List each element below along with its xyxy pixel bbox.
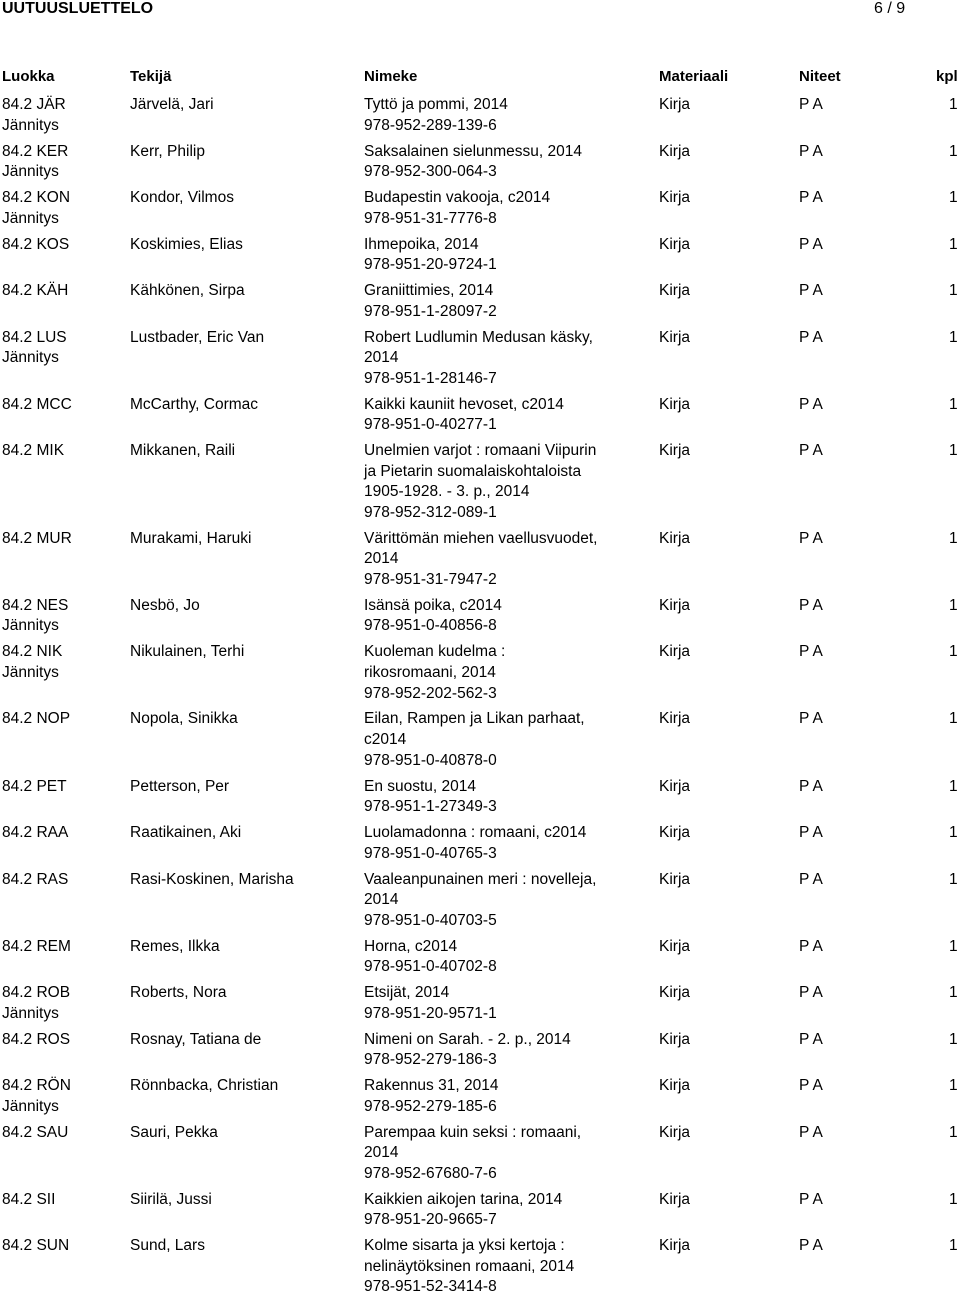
table-row <box>0 1190 960 1237</box>
class-code <box>2 441 127 462</box>
notes: P A <box>799 235 823 253</box>
table-row <box>0 983 960 1030</box>
title-isbn-line: Etsijät, 2014 <box>364 984 450 1002</box>
title-isbn-line: Kolme sisarta ja yksi kertoja : <box>364 1237 565 1255</box>
notes: P A <box>799 96 823 113</box>
col-author: Tekijä <box>130 68 172 85</box>
class-code-line: 84.2 REM <box>2 937 71 955</box>
count: 1 <box>949 984 958 1002</box>
catalog-list <box>0 95 960 1303</box>
count: 1 <box>949 596 958 614</box>
class-code-line: 84.2 NOP <box>2 710 71 728</box>
notes: P A <box>799 1077 823 1095</box>
class-code <box>2 823 127 844</box>
title-isbn <box>364 870 652 932</box>
title-isbn <box>364 328 652 390</box>
count: 1 <box>949 142 958 160</box>
title-isbn-line: Graniittimies, 2014 <box>364 282 494 299</box>
class-code <box>2 983 127 1024</box>
title-isbn-line: Parempaa kuin seksi : romaani, <box>364 1123 582 1141</box>
title-isbn <box>364 823 652 864</box>
table-row <box>0 1030 960 1077</box>
title-isbn <box>364 235 652 276</box>
author: Sauri, Pekka <box>130 1123 218 1141</box>
title-isbn-line: 978-951-1-28097-2 <box>364 302 497 320</box>
title-isbn-line: 978-951-0-40702-8 <box>364 958 497 976</box>
title-isbn <box>364 95 652 136</box>
class-code <box>2 642 127 683</box>
author: Nikulainen, Terhi <box>130 643 245 661</box>
title-isbn <box>364 709 652 771</box>
class-code-line: 84.2 KOS <box>2 235 70 253</box>
title-isbn-line: 2014 <box>364 1144 399 1162</box>
class-code <box>2 188 127 229</box>
material: Kirja <box>659 529 691 547</box>
author: Sund, Lars <box>130 1237 205 1255</box>
class-code-line: 84.2 MUR <box>2 529 72 547</box>
class-code-line: 84.2 KÄH <box>2 282 69 299</box>
title-isbn-line: rikosromaani, 2014 <box>364 663 496 681</box>
count: 1 <box>949 1077 958 1095</box>
notes: P A <box>799 937 823 955</box>
material: Kirja <box>659 142 691 160</box>
title-isbn-line: 978-951-0-40856-8 <box>364 617 497 635</box>
author: Remes, Ilkka <box>130 937 220 955</box>
class-code <box>2 95 127 136</box>
class-code <box>2 1030 127 1051</box>
material: Kirja <box>659 96 691 113</box>
table-row <box>0 823 960 870</box>
col-material: Materiaali <box>659 68 729 85</box>
count: 1 <box>949 1123 958 1141</box>
title-isbn <box>364 1076 652 1117</box>
title-isbn-line: Budapestin vakooja, c2014 <box>364 189 551 206</box>
title-isbn-line: 978-951-1-28146-7 <box>364 369 497 387</box>
title-isbn-line: Luolamadonna : romaani, c2014 <box>364 824 587 842</box>
count: 1 <box>949 328 958 346</box>
notes: P A <box>799 189 823 206</box>
class-code-line: 84.2 NES <box>2 596 69 614</box>
count: 1 <box>949 189 958 206</box>
title-isbn-line: 978-951-0-40765-3 <box>364 844 497 862</box>
material: Kirja <box>659 984 691 1002</box>
title-isbn <box>364 777 652 818</box>
page-number: 6 / 9 <box>874 0 906 17</box>
count: 1 <box>949 870 958 888</box>
title-isbn-line: Ihmepoika, 2014 <box>364 235 479 253</box>
count: 1 <box>949 235 958 253</box>
class-code-line: Jännitys <box>2 116 59 134</box>
class-code-line: 84.2 RAS <box>2 870 69 888</box>
table-row <box>0 281 960 328</box>
notes: P A <box>799 824 823 842</box>
title-isbn-line: Kuoleman kudelma : <box>364 643 506 661</box>
notes: P A <box>799 870 823 888</box>
author: Roberts, Nora <box>130 984 227 1002</box>
table-row <box>0 441 960 529</box>
title-isbn-line: 978-951-1-27349-3 <box>364 798 497 816</box>
material: Kirja <box>659 442 691 460</box>
title-isbn <box>364 1123 652 1185</box>
author: Järvelä, Jari <box>130 96 214 113</box>
title-isbn-line: Värittömän miehen vaellusvuodet, <box>364 529 598 547</box>
count: 1 <box>949 824 958 842</box>
material: Kirja <box>659 328 691 346</box>
material: Kirja <box>659 189 691 206</box>
class-code-line: 84.2 RÖN <box>2 1077 71 1095</box>
class-code <box>2 870 127 891</box>
class-code-line: 84.2 KER <box>2 142 69 160</box>
title-isbn-line: 978-952-289-139-6 <box>364 116 497 134</box>
title-isbn-line: En suostu, 2014 <box>364 777 477 795</box>
title-isbn-line: 978-951-31-7776-8 <box>364 209 497 227</box>
count: 1 <box>949 777 958 795</box>
class-code <box>2 328 127 369</box>
class-code-line: 84.2 KON <box>2 189 71 206</box>
notes: P A <box>799 643 823 661</box>
class-code-line: Jännitys <box>2 1004 59 1022</box>
title-isbn-line: 978-951-20-9724-1 <box>364 256 497 274</box>
table-row <box>0 235 960 282</box>
material: Kirja <box>659 235 691 253</box>
title-isbn-line: Robert Ludlumin Medusan käsky, <box>364 328 593 346</box>
table-row <box>0 1123 960 1190</box>
col-class: Luokka <box>2 68 55 85</box>
count: 1 <box>949 529 958 547</box>
title-isbn-line: 978-951-0-40703-5 <box>364 911 497 929</box>
title-isbn <box>364 983 652 1024</box>
notes: P A <box>799 395 823 413</box>
notes: P A <box>799 442 823 460</box>
class-code <box>2 1190 127 1211</box>
author: Lustbader, Eric Van <box>130 328 265 346</box>
author: Siirilä, Jussi <box>130 1190 212 1208</box>
class-code-line: 84.2 RAA <box>2 824 69 842</box>
title-isbn-line: nelinäytöksinen romaani, 2014 <box>364 1257 575 1275</box>
class-code <box>2 1236 127 1257</box>
notes: P A <box>799 1190 823 1208</box>
title-isbn-line: 978-951-20-9665-7 <box>364 1211 497 1229</box>
class-code <box>2 777 127 798</box>
count: 1 <box>949 710 958 728</box>
author: Rönnbacka, Christian <box>130 1077 279 1095</box>
title-isbn-line: 1905-1928. - 3. p., 2014 <box>364 483 530 501</box>
author: Kondor, Vilmos <box>130 189 234 206</box>
title-isbn-line: c2014 <box>364 731 407 749</box>
title-isbn-line: Eilan, Rampen ja Likan parhaat, <box>364 710 585 728</box>
title-isbn <box>364 937 652 978</box>
notes: P A <box>799 328 823 346</box>
class-code-line: 84.2 SAU <box>2 1123 69 1141</box>
notes: P A <box>799 1030 823 1048</box>
class-code <box>2 529 127 550</box>
title-isbn <box>364 142 652 183</box>
notes: P A <box>799 777 823 795</box>
class-code-line: 84.2 LUS <box>2 328 67 346</box>
title-isbn-line: 978-952-279-186-3 <box>364 1051 497 1069</box>
class-code <box>2 1123 127 1144</box>
col-count: kpl <box>936 68 958 85</box>
class-code-line: 84.2 SII <box>2 1190 56 1208</box>
title-isbn-line: 2014 <box>364 349 399 367</box>
table-row <box>0 870 960 937</box>
table-row <box>0 95 960 142</box>
author: Rasi-Koskinen, Marisha <box>130 870 294 888</box>
notes: P A <box>799 142 823 160</box>
author: Mikkanen, Raili <box>130 442 236 460</box>
notes: P A <box>799 710 823 728</box>
author: Nopola, Sinikka <box>130 710 238 728</box>
title-isbn-line: Tyttö ja pommi, 2014 <box>364 96 508 113</box>
class-code-line: 84.2 ROS <box>2 1030 71 1048</box>
count: 1 <box>949 1030 958 1048</box>
table-row <box>0 1076 960 1123</box>
title-isbn-line: Saksalainen sielunmessu, 2014 <box>364 142 582 160</box>
material: Kirja <box>659 282 691 299</box>
title-isbn <box>364 1190 652 1231</box>
material: Kirja <box>659 1077 691 1095</box>
material: Kirja <box>659 777 691 795</box>
title-isbn-line: Kaikki kauniit hevoset, c2014 <box>364 395 564 413</box>
title-isbn-line: 978-951-52-3414-8 <box>364 1278 497 1296</box>
table-row <box>0 642 960 709</box>
title-isbn-line: 978-951-0-40878-0 <box>364 751 497 769</box>
column-headers <box>0 68 960 88</box>
class-code-line: 84.2 PET <box>2 777 67 795</box>
table-row <box>0 1236 960 1303</box>
title-isbn <box>364 596 652 637</box>
title-isbn <box>364 1030 652 1071</box>
title-isbn-line: Kaikkien aikojen tarina, 2014 <box>364 1190 563 1208</box>
count: 1 <box>949 1190 958 1208</box>
title-isbn-line: 978-952-202-562-3 <box>364 684 497 702</box>
title-isbn <box>364 441 652 523</box>
table-row <box>0 328 960 395</box>
class-code <box>2 709 127 730</box>
class-code-line: Jännitys <box>2 209 59 227</box>
class-code-line: Jännitys <box>2 663 59 681</box>
title-isbn <box>364 529 652 591</box>
material: Kirja <box>659 870 691 888</box>
class-code-line: 84.2 JÄR <box>2 96 66 113</box>
class-code-line: 84.2 ROB <box>2 984 71 1002</box>
count: 1 <box>949 395 958 413</box>
title-isbn-line: Nimeni on Sarah. - 2. p., 2014 <box>364 1030 571 1048</box>
title-isbn-line: 978-951-20-9571-1 <box>364 1004 497 1022</box>
class-code <box>2 937 127 958</box>
author: Murakami, Haruki <box>130 529 252 547</box>
title-isbn-line: Unelmien varjot : romaani Viipurin <box>364 442 597 460</box>
material: Kirja <box>659 596 691 614</box>
material: Kirja <box>659 643 691 661</box>
col-title: Nimeke <box>364 68 418 85</box>
notes: P A <box>799 1237 823 1255</box>
table-row <box>0 188 960 235</box>
title-isbn-line: Horna, c2014 <box>364 937 458 955</box>
table-row <box>0 777 960 824</box>
count: 1 <box>949 1237 958 1255</box>
author: McCarthy, Cormac <box>130 395 259 413</box>
class-code-line: 84.2 MCC <box>2 395 72 413</box>
col-notes: Niteet <box>799 68 841 85</box>
title-isbn-line: 978-951-0-40277-1 <box>364 416 497 434</box>
class-code <box>2 1076 127 1117</box>
list-title: UUTUUSLUETTELO <box>2 0 154 17</box>
author: Raatikainen, Aki <box>130 824 242 842</box>
class-code-line: Jännitys <box>2 163 59 181</box>
count: 1 <box>949 96 958 113</box>
title-isbn-line: Rakennus 31, 2014 <box>364 1077 499 1095</box>
material: Kirja <box>659 1030 691 1048</box>
notes: P A <box>799 984 823 1002</box>
author: Koskimies, Elias <box>130 235 243 253</box>
title-isbn <box>364 642 652 704</box>
title-isbn <box>364 281 652 322</box>
title-isbn-line: 978-952-279-185-6 <box>364 1097 497 1115</box>
material: Kirja <box>659 1123 691 1141</box>
class-code-line: 84.2 SUN <box>2 1237 70 1255</box>
count: 1 <box>949 937 958 955</box>
author: Kerr, Philip <box>130 142 205 160</box>
class-code <box>2 281 127 302</box>
notes: P A <box>799 1123 823 1141</box>
title-isbn <box>364 1236 652 1298</box>
table-row <box>0 596 960 643</box>
title-isbn-line: Isänsä poika, c2014 <box>364 596 502 614</box>
material: Kirja <box>659 824 691 842</box>
author: Rosnay, Tatiana de <box>130 1030 262 1048</box>
table-row <box>0 709 960 776</box>
notes: P A <box>799 529 823 547</box>
table-row <box>0 395 960 442</box>
material: Kirja <box>659 937 691 955</box>
notes: P A <box>799 596 823 614</box>
author: Petterson, Per <box>130 777 230 795</box>
material: Kirja <box>659 710 691 728</box>
count: 1 <box>949 442 958 460</box>
title-isbn-line: Vaaleanpunainen meri : novelleja, <box>364 870 597 888</box>
count: 1 <box>949 643 958 661</box>
class-code <box>2 142 127 183</box>
class-code <box>2 235 127 256</box>
material: Kirja <box>659 395 691 413</box>
title-isbn <box>364 188 652 229</box>
class-code-line: Jännitys <box>2 349 59 367</box>
title-isbn-line: 978-952-300-064-3 <box>364 163 497 181</box>
page-header <box>0 0 960 30</box>
class-code <box>2 596 127 637</box>
class-code-line: Jännitys <box>2 1097 59 1115</box>
material: Kirja <box>659 1190 691 1208</box>
table-row <box>0 937 960 984</box>
title-isbn-line: 2014 <box>364 891 399 909</box>
title-isbn-line: 978-952-312-089-1 <box>364 503 497 521</box>
title-isbn-line: 978-952-67680-7-6 <box>364 1164 497 1182</box>
notes: P A <box>799 282 823 299</box>
class-code <box>2 395 127 416</box>
class-code-line: Jännitys <box>2 617 59 635</box>
title-isbn-line: ja Pietarin suomalaiskohtaloista <box>364 462 582 480</box>
table-row <box>0 529 960 596</box>
count: 1 <box>949 282 958 299</box>
title-isbn-line: 978-951-31-7947-2 <box>364 570 497 588</box>
title-isbn <box>364 395 652 436</box>
author: Kähkönen, Sirpa <box>130 282 245 299</box>
title-isbn-line: 2014 <box>364 550 399 568</box>
material: Kirja <box>659 1237 691 1255</box>
class-code-line: 84.2 MIK <box>2 442 65 460</box>
table-row <box>0 142 960 189</box>
class-code-line: 84.2 NIK <box>2 643 63 661</box>
author: Nesbö, Jo <box>130 596 200 614</box>
